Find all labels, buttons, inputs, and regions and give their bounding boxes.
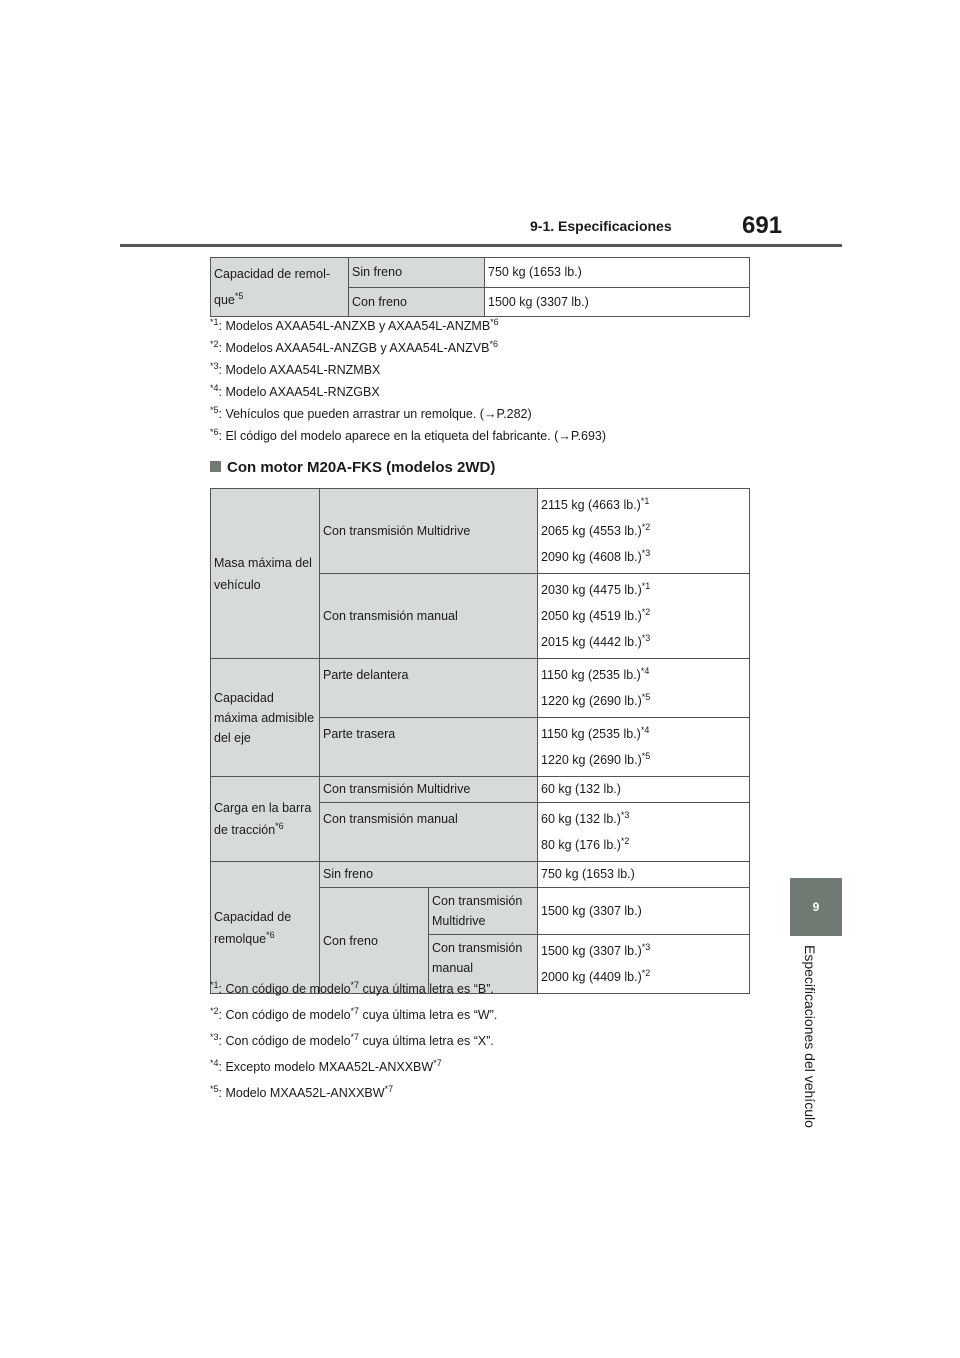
footnote: $^{*6}$: El código del modelo aparece en la etiqueta del fabricante. (→P.693) [210,426,607,443]
chapter-tab: 9 [790,878,842,936]
footnote: $^{*3}$: Con código de modelo$^{*7}$ cuya última letra es “X”. [210,1031,494,1048]
value-cell: 1500 kg (3307 lb.)$^{*3}$ 2000 kg (4409 lb.)$^{*2}$ [538,935,750,994]
row-label-eje: Capacidad máxima admisible del eje [211,659,320,777]
footnotes-top [210,315,606,447]
footnote: $^{*1}$: Con código de modelo$^{*7}$ cuya última letra es “B”. [210,979,494,996]
footnote: $^{*1}$: Modelos AXAA54L-ANZXB y AXAA54L-ANZMB$^{*6}$ [210,316,499,333]
cond-label: Con freno [349,287,485,317]
towing-capacity-table [210,257,750,317]
chapter-title: Especificaciones del vehículo [802,945,818,1128]
section-title: 9-1. Especificaciones [530,218,672,234]
page-number: 691 [742,212,783,239]
value-cell: 60 kg (132 lb.)$^{*3}$ 80 kg (176 lb.)$^{*2}$ [538,803,750,862]
footnote: $^{*2}$: Con código de modelo$^{*7}$ cuya última letra es “W”. [210,1005,498,1022]
row-label-masa: Masa máxima del vehículo [211,489,320,659]
cond-value: 750 kg (1653 lb.) [485,258,750,288]
value-cell: 1150 kg (2535 lb.)$^{*4}$ 1220 kg (2690 lb.)$^{*5}$ [538,718,750,777]
footnote: $^{*4}$: Excepto modelo MXAA52L-ANXXBW$^{*7}$ [210,1057,442,1074]
specifications-table [210,488,750,994]
value-cell: 60 kg (132 lb.) [538,777,750,803]
row-label-barra: Carga en la barra de tracción$^{*6}$ [211,777,320,862]
sub-label: Con transmisión Multidrive [320,777,538,803]
footnote: $^{*4}$: Modelo AXAA54L-RNZGBX [210,382,380,399]
footnote: $^{*5}$: Modelo MXAA52L-ANXXBW$^{*7}$ [210,1083,394,1100]
sub-label: Parte delantera [320,659,538,718]
value-cell: 1150 kg (2535 lb.)$^{*4}$ 1220 kg (2690 lb.)$^{*5}$ [538,659,750,718]
cond-value: 1500 kg (3307 lb.) [485,287,750,317]
footnotes-bottom [210,976,497,1106]
footnote: $^{*3}$: Modelo AXAA54L-RNZMBX [210,360,381,377]
sub-sub-label: Con transmisión manual [429,935,538,994]
value-cell: 2030 kg (4475 lb.)$^{*1}$ 2050 kg (4519 lb.)$^{*2}$ 2015 kg (4442 lb.)$^{*3}$ [538,574,750,659]
sub-label: Con transmisión manual [320,803,538,862]
towing-capacity-label: Capacidad de remol-que$^{*5}$ [211,258,349,317]
row-label-remolque: Capacidad de remolque$^{*6}$ [211,862,320,994]
sub-label: Sin freno [320,862,538,888]
value-cell: 2115 kg (4663 lb.)$^{*1}$ 2065 kg (4553 lb.)$^{*2}$ 2090 kg (4608 lb.)$^{*3}$ [538,489,750,574]
chapter-side-label [800,945,820,1145]
sub-label: Con freno [320,888,429,994]
sub-label: Con transmisión manual [320,574,538,659]
sub-sub-label: Con transmisión Multidrive [429,888,538,935]
square-bullet-icon [210,461,221,472]
sub-label: Parte trasera [320,718,538,777]
sub-label: Con transmisión Multidrive [320,489,538,574]
footnote: $^{*2}$: Modelos AXAA54L-ANZGB y AXAA54L-ANZVB$^{*6}$ [210,338,498,355]
footnote: $^{*5}$: Vehículos que pueden arrastrar un remolque. (→P.282) [210,404,532,421]
value-cell: 750 kg (1653 lb.) [538,862,750,888]
value-cell: 1500 kg (3307 lb.) [538,888,750,935]
section-heading: Con motor M20A-FKS (modelos 2WD) [210,459,495,476]
cond-label: Sin freno [349,258,485,288]
header-rule [120,244,842,247]
